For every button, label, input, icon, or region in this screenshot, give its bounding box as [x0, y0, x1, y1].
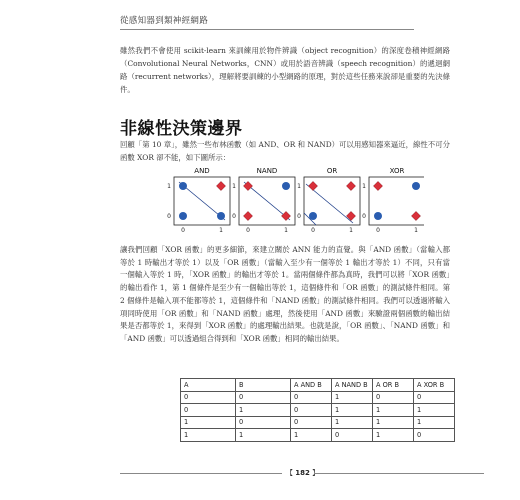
table-row — [181, 404, 455, 417]
table-cell: 1 — [181, 429, 236, 442]
table-cell: 1 — [373, 404, 414, 417]
running-header: 從感知器到類神經網路 — [120, 16, 209, 26]
table-cell: 1 — [414, 404, 455, 417]
plot-title-nand: NAND — [256, 167, 278, 175]
page-number: 【 182 】 — [286, 469, 320, 477]
plot-title-or: OR — [326, 167, 338, 175]
truth-table — [180, 378, 455, 442]
table-cell: 1 — [332, 391, 373, 404]
x-tick-label: 0 — [376, 227, 380, 234]
y-tick-label: 0 — [167, 213, 171, 220]
table-cell: 0 — [291, 391, 332, 404]
data-point-circle — [179, 182, 187, 190]
table-cell: 1 — [236, 404, 291, 417]
data-point-circle — [374, 212, 382, 220]
table-cell: 1 — [332, 416, 373, 429]
table-cell: 0 — [332, 429, 373, 442]
decision-boundary-plots — [164, 168, 424, 234]
data-point-circle — [282, 182, 290, 190]
body-paragraph-2: 讓我們回顧「XOR 函數」的更多細節，來建立關於 ANN 能力的直覺。與「AND 函數」（當輸入都等於 1 時輸出才等於 1）以及「OR 函數」（當輸入至少有一個等於 1 輸出才等於 1）不同，只有當一個輸入等於 1 時，「XOR 函數」的輸出才等於 1。當兩個條件都為真時，我們可以將「XOR 函數」的輸出看作 1，第 1 個條件是至少有一個輸出等於 1，這個條件和「OR 函數」的測試條件相同。第 2 個條件是輸入項不能都等於 1，這個條件和「NAND 函數」的測試條件相同。我們可以透過將輸入項同時使用「OR 函數」和「NAND 函數」處理，然後使用「AND 函數」來驗證兩個函數的輸出結果是否都等於 1，來得到「XOR 函數」的處理輸出結果。也就是說，「OR 函數」、「NAND 函數」和「AND 函數」可以透過組合得到和「XOR 函數」相同的輸出結果。 — [120, 245, 450, 343]
table-cell: 1 — [332, 404, 373, 417]
data-point-circle — [217, 212, 225, 220]
data-point-circle — [309, 212, 317, 220]
book-page — [38, 0, 488, 500]
table-cell: 1 — [181, 416, 236, 429]
boolean-functions-figure — [164, 168, 424, 234]
table-cell: 1 — [291, 429, 332, 442]
table-row — [181, 391, 455, 404]
header-b: B — [236, 379, 291, 392]
table-cell: 1 — [236, 429, 291, 442]
table-row — [181, 429, 455, 442]
x-tick-label: 1 — [414, 227, 418, 234]
table-cell: 0 — [181, 404, 236, 417]
page-number-value: 182 — [295, 469, 310, 477]
data-point-circle — [179, 212, 187, 220]
section-title: 非線性決策邊界 — [120, 119, 243, 139]
footer-rule-right — [314, 473, 484, 474]
footer-rule-left — [120, 473, 282, 474]
table-cell: 1 — [414, 416, 455, 429]
header-a: A — [181, 379, 236, 392]
table-cell: 0 — [291, 416, 332, 429]
y-tick-label: 1 — [167, 183, 171, 190]
table-cell: 0 — [291, 404, 332, 417]
header-or: A OR B — [373, 379, 414, 392]
y-tick-label: 0 — [362, 213, 366, 220]
x-tick-label: 0 — [246, 227, 250, 234]
table-cell: 0 — [181, 391, 236, 404]
truth-table-header-row — [181, 379, 455, 392]
y-tick-label: 1 — [362, 183, 366, 190]
intro-paragraph: 雖然我們不會使用 scikit-learn 來訓練用於物件辨識（object recognition）的深度卷積神經網路（Convolutional Neural Networks，CNN）或用於語音辨識（speech recognition）的遞迴網路（recurrent networks），理解將要訓練的小型網路的原理，對於這些任務來說卻是重要的先決條件。 — [120, 46, 450, 94]
section-paragraph-1: 回顧「第 10 章」，雖然一些布林函數（如 AND、OR 和 NAND）可以用感知器來逼近，線性不可分函數 XOR 卻不能，如下圖所示： — [120, 140, 450, 162]
table-cell: 1 — [373, 416, 414, 429]
x-tick-label: 1 — [284, 227, 288, 234]
x-tick-label: 0 — [181, 227, 185, 234]
header-xor: A XOR B — [414, 379, 455, 392]
header-nand: A NAND B — [332, 379, 373, 392]
y-tick-label: 1 — [232, 183, 236, 190]
table-row — [181, 416, 455, 429]
plot-title-xor: XOR — [389, 167, 405, 175]
table-cell: 0 — [414, 391, 455, 404]
table-cell: 0 — [236, 391, 291, 404]
y-tick-label: 0 — [232, 213, 236, 220]
x-tick-label: 1 — [219, 227, 223, 234]
header-rule — [120, 29, 414, 30]
table-cell: 1 — [373, 429, 414, 442]
x-tick-label: 0 — [311, 227, 315, 234]
table-cell: 0 — [414, 429, 455, 442]
y-tick-label: 1 — [297, 183, 301, 190]
x-tick-label: 1 — [349, 227, 353, 234]
table-cell: 0 — [373, 391, 414, 404]
header-and: A AND B — [291, 379, 332, 392]
plot-title-and: AND — [194, 167, 210, 175]
data-point-circle — [412, 182, 420, 190]
table-cell: 0 — [236, 416, 291, 429]
y-tick-label: 0 — [297, 213, 301, 220]
